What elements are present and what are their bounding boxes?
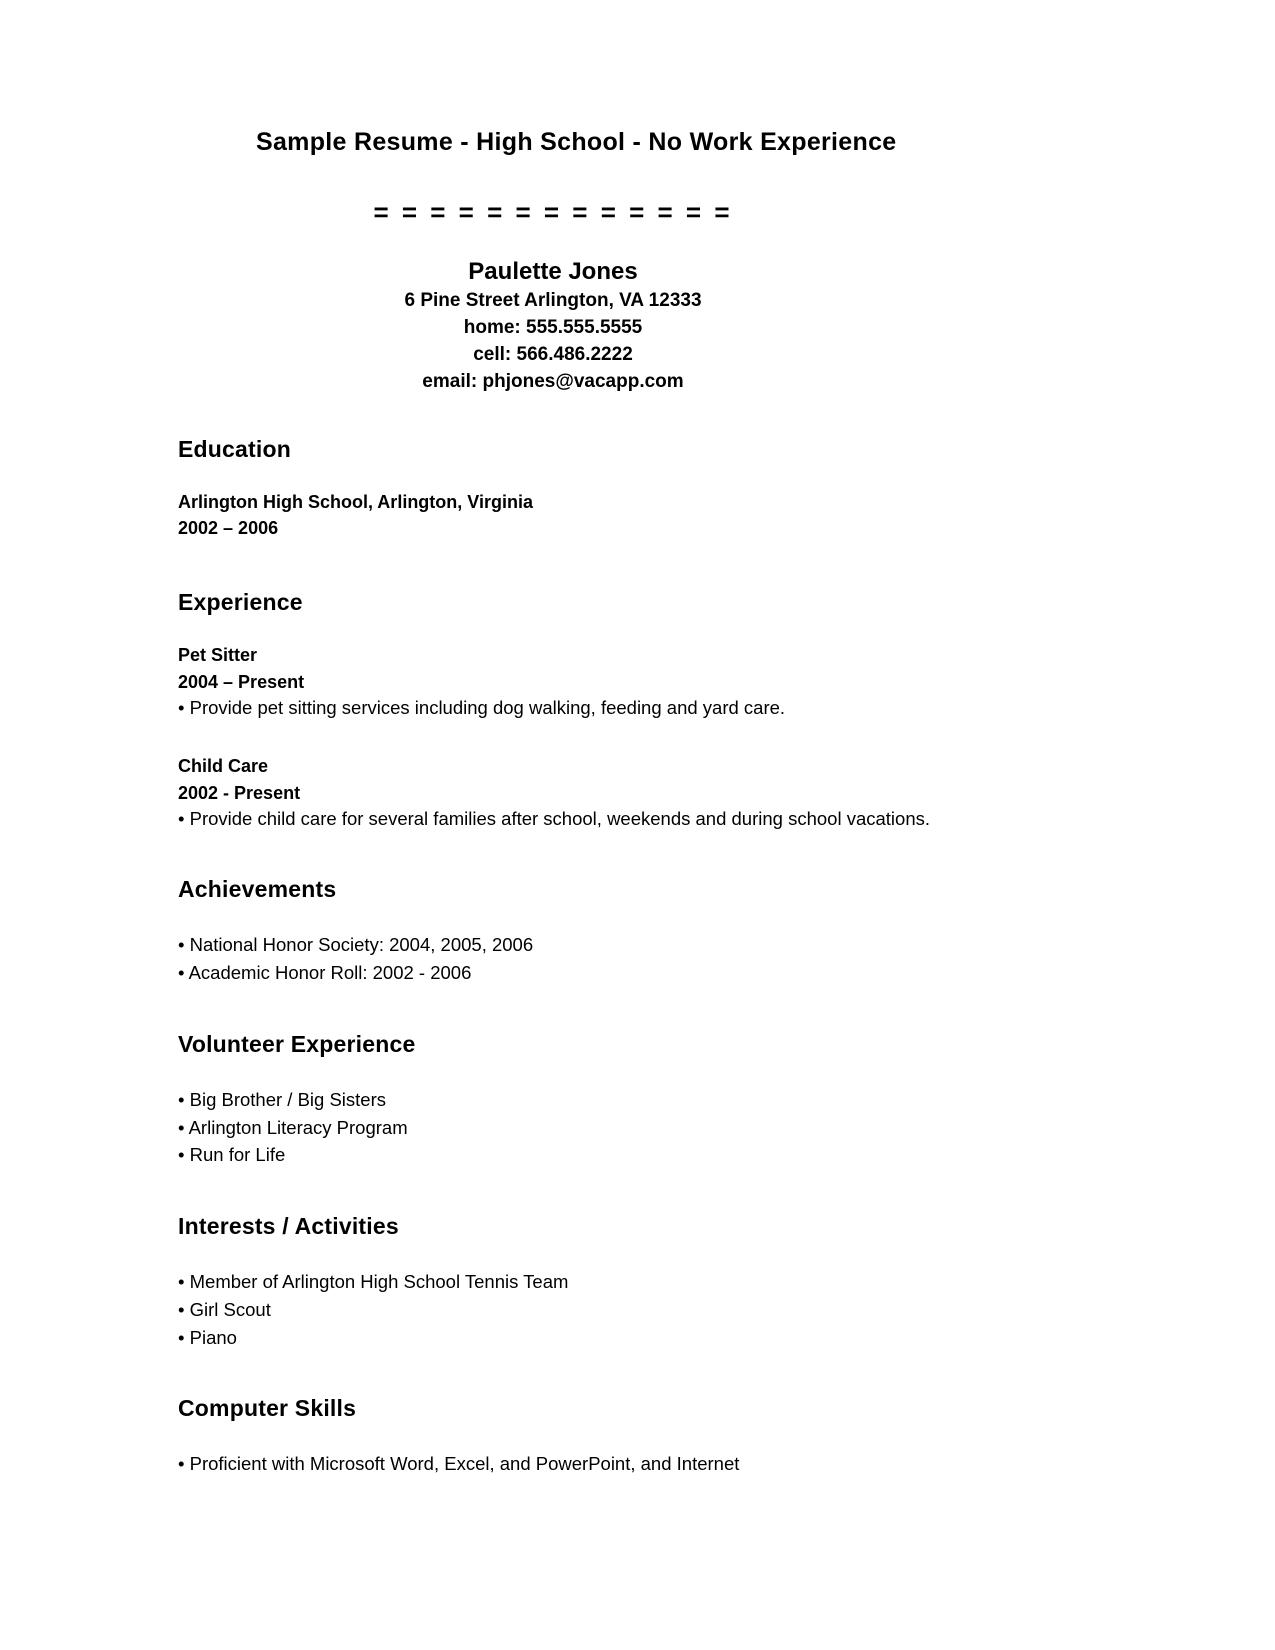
list-item: • National Honor Society: 2004, 2005, 2006 bbox=[178, 934, 534, 956]
candidate-home-phone: home: 555.555.5555 bbox=[463, 317, 643, 339]
skills-list bbox=[178, 1450, 1078, 1478]
achievements-list bbox=[178, 931, 1078, 987]
section-interests-activities bbox=[178, 1213, 1078, 1351]
candidate-address: 6 Pine Street Arlington, VA 12333 bbox=[404, 290, 702, 312]
section-heading-volunteer: Volunteer Experience bbox=[178, 1030, 416, 1057]
page-title: Sample Resume - High School - No Work Experience bbox=[256, 128, 897, 156]
contact-block bbox=[178, 256, 1078, 396]
education-entry bbox=[178, 489, 1078, 541]
volunteer-list bbox=[178, 1086, 1078, 1169]
experience-job-dates: 2004 – Present bbox=[178, 671, 305, 692]
experience-job-bullet: • Provide child care for several families after school, weekends and during school vacations. bbox=[178, 807, 930, 829]
experience-entry bbox=[178, 642, 1078, 721]
list-item: • Run for Life bbox=[178, 1144, 286, 1166]
section-education bbox=[178, 436, 1078, 541]
section-heading-achievements: Achievements bbox=[178, 876, 337, 903]
experience-job-bullet: • Provide pet sitting services including dog walking, feeding and yard care. bbox=[178, 696, 786, 718]
experience-job-title: Pet Sitter bbox=[178, 645, 258, 666]
list-item: • Piano bbox=[178, 1326, 237, 1348]
divider: = = = = = = = = = = = = = bbox=[373, 197, 733, 227]
list-item: • Big Brother / Big Sisters bbox=[178, 1088, 386, 1110]
experience-job-title: Child Care bbox=[178, 756, 269, 777]
candidate-email: email: phjones@vacapp.com bbox=[422, 371, 684, 393]
candidate-cell-phone: cell: 566.486.2222 bbox=[473, 344, 633, 366]
experience-job-dates: 2002 - Present bbox=[178, 782, 301, 803]
list-item: • Girl Scout bbox=[178, 1298, 271, 1320]
experience-entry bbox=[178, 753, 1078, 832]
section-computer-skills bbox=[178, 1395, 1078, 1478]
education-school: Arlington High School, Arlington, Virginia bbox=[178, 492, 533, 513]
list-item: • Proficient with Microsoft Word, Excel, and PowerPoint, and Internet bbox=[178, 1453, 740, 1475]
list-item: • Arlington Literacy Program bbox=[178, 1116, 408, 1138]
candidate-name: Paulette Jones bbox=[468, 258, 638, 285]
section-heading-interests: Interests / Activities bbox=[178, 1213, 399, 1240]
list-item: • Academic Honor Roll: 2002 - 2006 bbox=[178, 962, 472, 984]
section-experience bbox=[178, 589, 1078, 832]
section-heading-skills: Computer Skills bbox=[178, 1395, 357, 1422]
list-item: • Member of Arlington High School Tennis Team bbox=[178, 1271, 569, 1293]
interests-list bbox=[178, 1268, 1078, 1351]
resume-body bbox=[178, 128, 1078, 1478]
section-volunteer-experience bbox=[178, 1031, 1078, 1169]
education-years: 2002 – 2006 bbox=[178, 518, 279, 539]
section-achievements bbox=[178, 876, 1078, 987]
section-heading-education: Education bbox=[178, 436, 291, 463]
section-heading-experience: Experience bbox=[178, 589, 303, 616]
